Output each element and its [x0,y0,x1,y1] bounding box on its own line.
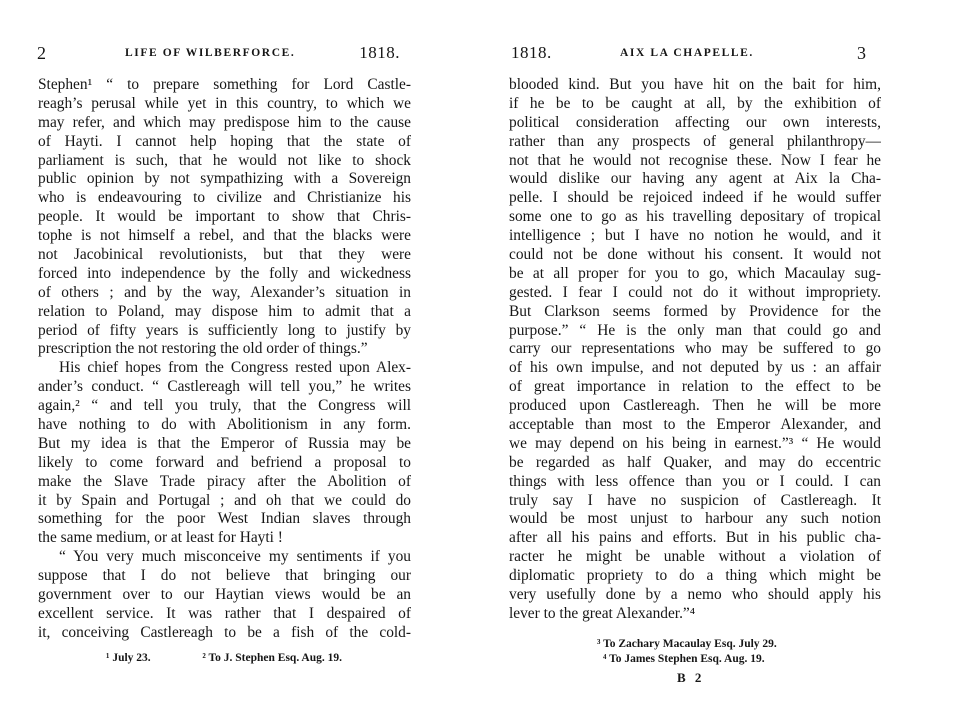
text-line: could not be done without his consent. It would not [509,246,881,264]
text-line: of his own impulse, and not deputed by us : an affair [509,359,881,377]
footnote-3: ³ To Zachary Macaulay Esq. July 29. [597,638,777,650]
text-line: truly say I have no suspicion of Castlereagh. It [509,491,881,509]
text-line: reagh’s perusal while yet in this country, to which we [38,94,411,112]
right-page-text [509,76,881,624]
text-line: suppose that I do not believe that bringing our [38,567,411,585]
text-line: acceptable than most to the Emperor Alexander, and [509,416,881,434]
right-page-number: 3 [857,43,866,63]
text-line: of great importance in relation to the effect to be [509,378,881,396]
left-running-head: LIFE OF WILBERFORCE. [125,47,296,59]
text-line: political consideration affecting our own interests, [509,113,881,131]
text-line: pelle. I should be rejoiced indeed if he would suffer [509,189,881,207]
text-line: But my idea is that the Emperor of Russia may be [38,434,411,452]
right-running-head: AIX LA CHAPELLE. [620,47,754,59]
right-page [490,0,980,705]
text-line: tophe is not himself a rebel, and that the blacks were [38,227,411,245]
text-line: “ You very much misconceive my sentiments if you [59,548,411,566]
text-line: not Jacobinical revolutionists, but that they were [38,246,411,264]
text-line: excellent service. It was rather that I despaired of [38,604,411,622]
text-line: diplomatic propriety to do a thing which might be [509,567,881,585]
text-line: be at all proper for you to go, which Macaulay sug- [509,264,881,282]
text-line: again,² “ and tell you truly, that the Congress will [38,397,411,415]
footnote-2: ² To J. Stephen Esq. Aug. 19. [202,652,343,664]
text-line: make the Slave Trade piracy after the Abolition of [38,472,411,490]
text-line: people. It would be important to show that Chris- [38,208,411,226]
text-line: Stephen¹ “ to prepare something for Lord Castle- [38,76,411,93]
left-footnotes [106,652,406,664]
text-line: have nothing to do with Abolitionism in any form. [38,416,411,434]
text-line: would dislike our having any agent at Aix la Cha- [509,170,881,188]
right-page-year: 1818. [511,43,552,62]
text-line: period of fifty years is sufficiently long to justify by [38,321,411,339]
text-line: relation to Poland, may dispose him to admit that a [38,302,411,320]
text-line: be regarded as half Quaker, and may do eccentric [509,453,881,471]
signature-mark: B 2 [677,670,705,685]
text-line: who is endeavouring to civilize and Christianize his [38,189,411,207]
text-line: forced into independence by the folly and wickedness [38,264,411,282]
text-line: ander’s conduct. “ Castlereagh will tell you,” he writes [38,378,411,396]
left-page-header [37,43,412,63]
text-line: after all his pains and efforts. But in his public cha- [509,529,881,547]
text-line: the same medium, or at least for Hayti ! [38,529,283,547]
footnote-1: ¹ July 23. [106,652,151,664]
text-line: blooded kind. But you have hit on the bait for him, [509,76,881,93]
text-line: very usefully done by a nemo who should apply his [509,586,881,604]
text-line: purpose.” “ He is the only man that could go and [509,321,881,339]
text-line: intelligence ; but I have no notion he would, and it [509,227,881,245]
text-line: it, conceiving Castlereagh to be a fish of the cold- [38,623,411,641]
text-line: would be most unjust to harbour any such notion [509,510,881,528]
left-page-number: 2 [37,43,46,63]
left-page-year: 1818. [359,43,400,62]
text-line: gested. I fear I could not do it without impropriety. [509,283,881,301]
text-line: some one to go as his travelling depositary of tropical [509,208,881,226]
text-line: things with less offence than you or I could. I can [509,472,881,490]
text-line: it by Spain and Portugal ; and oh that we could do [38,491,411,509]
text-line: prescription the not restoring the old order of things.” [38,340,368,358]
text-line: carry our representations who may be suffered to go [509,340,881,358]
right-page-header [511,43,878,63]
text-line: His chief hopes from the Congress rested upon Alex- [59,359,411,377]
text-line: not that he would not recognise these. Now I fear he [509,151,881,169]
text-line: lever to the great Alexander.”⁴ [509,604,696,622]
text-line: racter he might be unable without a violation of [509,548,881,566]
left-page-text [38,76,411,643]
text-line: public opinion by not sympathizing with a Sovereign [38,170,411,188]
text-line: if he be to be caught at all, by the exhibition of [509,94,881,112]
text-line: of Hayti. I cannot help hoping that the state of [38,132,411,150]
text-line: we may depend on his being in earnest.”³ “ He would [509,434,881,452]
text-line: rather than any prospects of general philanthropy— [509,132,881,150]
text-line: something for the poor West Indian slaves through [38,510,411,528]
text-line: may refer, and which may predispose him to the cause [38,113,411,131]
text-line: produced upon Castlereagh. Then he will be more [509,397,881,415]
footnote-4: ⁴ To James Stephen Esq. Aug. 19. [603,653,765,665]
text-line: But Clarkson seems formed by Providence for the [509,302,881,320]
text-line: of others ; and by the way, Alexander’s situation in [38,283,411,301]
text-line: government over to our Haytian views would be an [38,586,411,604]
text-line: parliament is such, that he would not like to shock [38,151,411,169]
text-line: likely to come forward and befriend a proposal to [38,453,411,471]
